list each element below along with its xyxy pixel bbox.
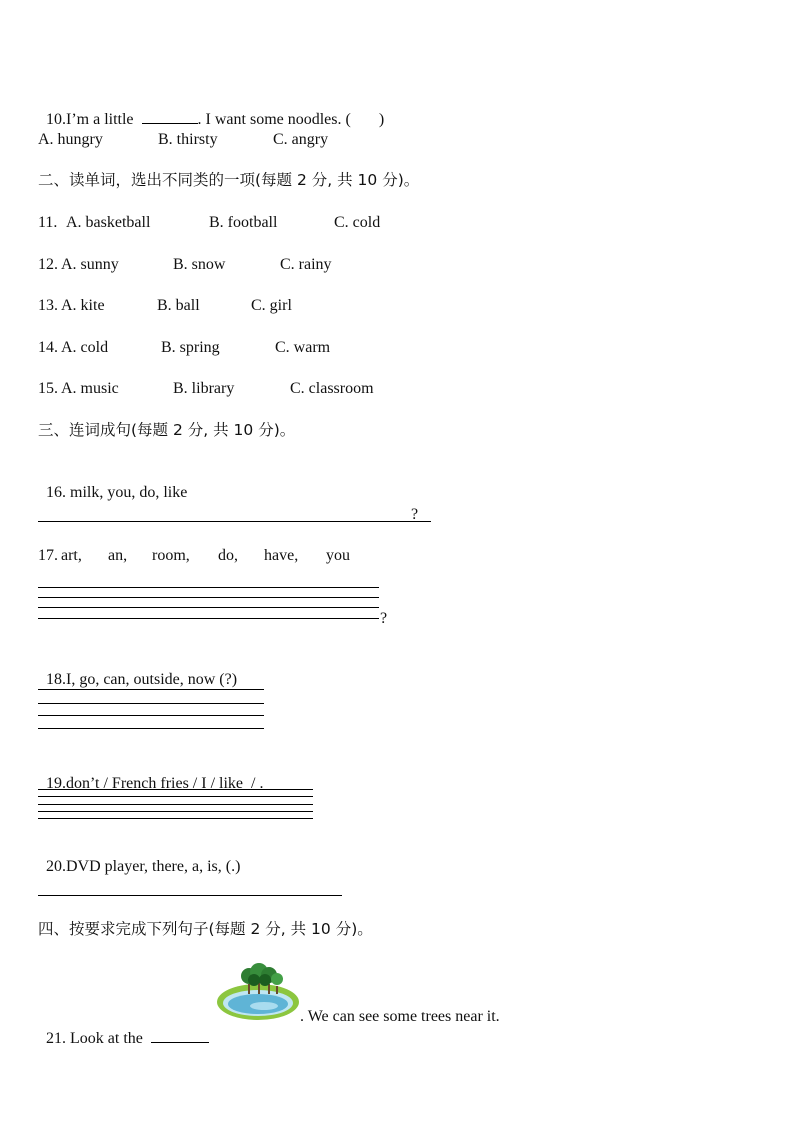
- question-text-after-blank: . I want some noodles. (: [197, 111, 351, 128]
- end-mark: ?: [380, 610, 388, 627]
- option-b: B. ball: [157, 297, 200, 314]
- section-3-title: 三、连词成句(每题 2 分, 共 10 分)。: [38, 421, 296, 439]
- answer-line[interactable]: [38, 587, 379, 588]
- option-b: B. library: [173, 380, 235, 397]
- answer-line[interactable]: [38, 618, 379, 619]
- option-c: C. angry: [273, 131, 329, 148]
- option-c: C. classroom: [290, 380, 374, 397]
- question-16: [38, 463, 187, 503]
- option-b: B. snow: [173, 256, 226, 273]
- question-17-number: 17.: [38, 547, 58, 564]
- word: do,: [218, 547, 238, 564]
- question-20: [38, 837, 240, 877]
- question-18: [38, 650, 237, 690]
- question-15-number: 15.: [38, 380, 58, 397]
- option-b: B. football: [209, 214, 278, 231]
- question-12-number: 12.: [38, 256, 58, 273]
- question-13-number: 13.: [38, 297, 58, 314]
- lake-with-trees-icon: [216, 962, 300, 1022]
- option-a: A. basketball: [66, 214, 151, 231]
- answer-line[interactable]: [38, 811, 313, 812]
- word-list: milk, you, do, like: [66, 484, 188, 501]
- question-number: 18.: [46, 671, 66, 688]
- answer-line[interactable]: [38, 597, 379, 598]
- question-number: 10.: [46, 111, 66, 128]
- question-number: 20.: [46, 858, 66, 875]
- option-a: A. cold: [61, 339, 109, 356]
- question-number: 19.: [46, 775, 66, 792]
- answer-line[interactable]: [38, 521, 431, 522]
- option-c: C. girl: [251, 297, 292, 314]
- option-c: C. rainy: [280, 256, 332, 273]
- answer-paren-close: ): [378, 111, 385, 128]
- answer-line[interactable]: [38, 796, 313, 797]
- option-b: B. thirsty: [158, 131, 218, 148]
- answer-blank[interactable]: [142, 108, 198, 124]
- answer-blank[interactable]: [151, 1027, 209, 1043]
- answer-line[interactable]: [38, 895, 342, 896]
- word-list: DVD player, there, a, is, (.): [66, 858, 241, 875]
- question-text-after-picture: . We can see some trees near it.: [300, 1008, 500, 1025]
- word: you: [326, 547, 350, 564]
- question-11-number: 11.: [38, 214, 58, 231]
- question-14-number: 14.: [38, 339, 58, 356]
- answer-line[interactable]: [38, 804, 313, 805]
- option-b: B. spring: [161, 339, 220, 356]
- word-list: I, go, can, outside, now (?): [66, 671, 238, 688]
- question-19: [38, 754, 263, 794]
- option-a: A. kite: [61, 297, 105, 314]
- question-number: 21.: [46, 1030, 66, 1047]
- word: room,: [152, 547, 190, 564]
- option-c: C. warm: [275, 339, 331, 356]
- option-a: A. sunny: [61, 256, 119, 273]
- answer-line[interactable]: [38, 689, 264, 690]
- section-4-title: 四、按要求完成下列句子(每题 2 分, 共 10 分)。: [38, 920, 373, 938]
- word: an,: [108, 547, 128, 564]
- question-text-before-blank: I’m a little: [66, 111, 134, 128]
- answer-line[interactable]: [38, 715, 264, 716]
- option-c: C. cold: [334, 214, 381, 231]
- option-a: A. music: [61, 380, 119, 397]
- answer-line[interactable]: [38, 818, 313, 819]
- word: have,: [264, 547, 299, 564]
- answer-line[interactable]: [38, 703, 264, 704]
- answer-line[interactable]: [38, 789, 313, 790]
- answer-line[interactable]: [38, 607, 379, 608]
- word-list: don’t / French fries / I / like / .: [66, 775, 264, 792]
- word: art,: [61, 547, 82, 564]
- question-21: [38, 1007, 209, 1049]
- question-text-before-blank: Look at the: [66, 1030, 143, 1047]
- section-2-title: 二、读单词，选出不同类的一项(每题 2 分, 共 10 分)。: [38, 171, 420, 189]
- option-a: A. hungry: [38, 131, 103, 148]
- end-mark: ?: [411, 506, 419, 523]
- question-10: [38, 88, 384, 130]
- answer-line[interactable]: [38, 728, 264, 729]
- question-number: 16.: [46, 484, 66, 501]
